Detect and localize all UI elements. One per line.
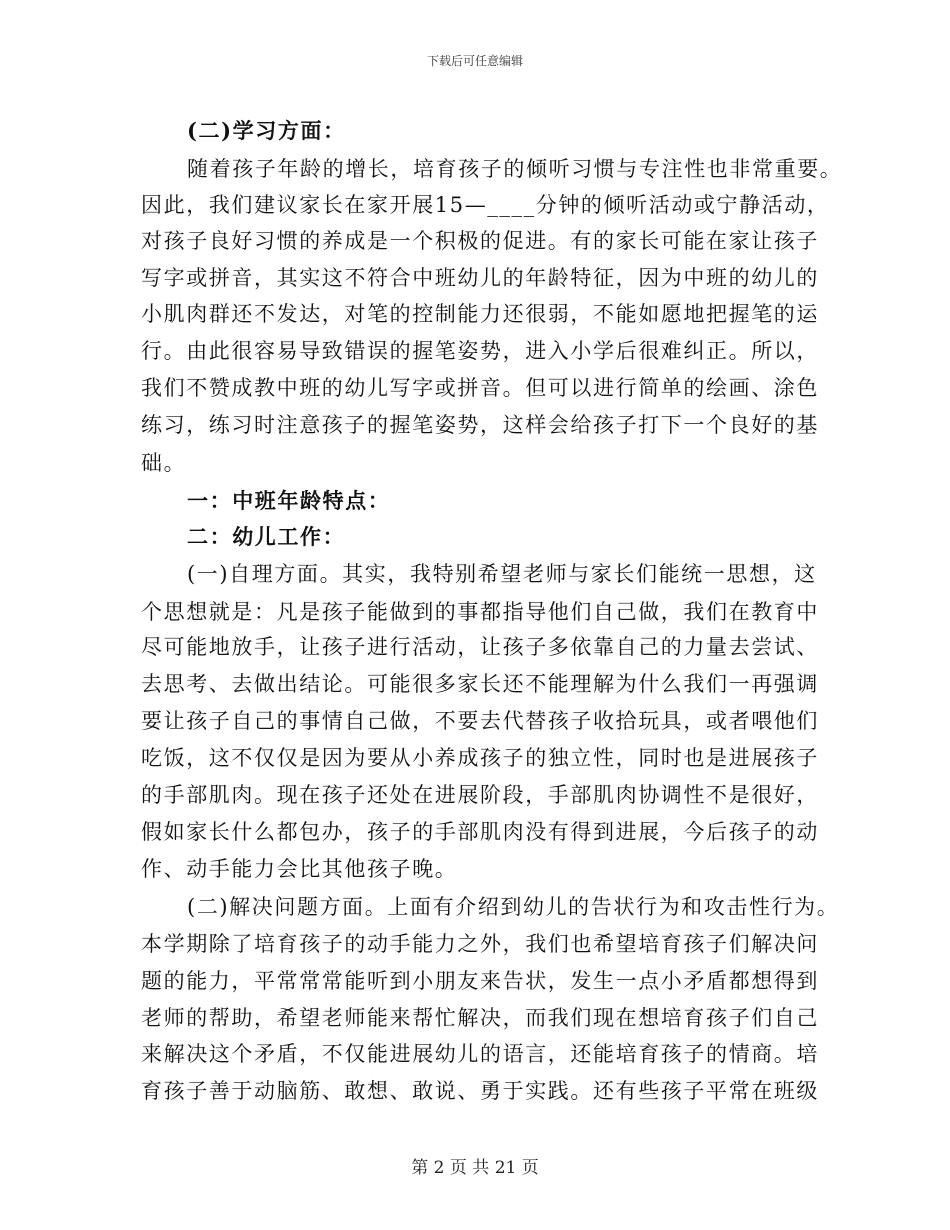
paragraph-line: 作、动手能力会比其他孩子晚。 — [141, 857, 458, 881]
paragraph-line: 老师的帮助，希望老师能来帮忙解决，而我们现在想培育孩子们自己 — [141, 1006, 819, 1030]
section-heading-child-work: 二：幼儿工作： — [187, 524, 346, 549]
paragraph-line: 题的能力，平常常常能听到小朋友来告状，发生一点小矛盾都想得到 — [141, 969, 819, 993]
paragraph-line: 练习，练习时注意孩子的握笔姿势，这样会给孩子打下一个良好的基 — [141, 413, 819, 437]
paragraph-line: 本学期除了培育孩子的动手能力之外，我们也希望培育孩子们解决问 — [141, 932, 819, 956]
paragraph-line: 个思想就是：凡是孩子能做到的事都指导他们自己做，我们在教育中 — [141, 600, 819, 624]
paragraph-line: 吃饭，这不仅仅是因为要从小养成孩子的独立性，同时也是进展孩子 — [141, 746, 819, 770]
paragraph-line: 小肌肉群还不发达，对笔的控制能力还很弱，不能如愿地把握笔的运 — [141, 302, 819, 326]
paragraph-line: 行。由此很容易导致错误的握笔姿势，进入小学后很难纠正。所以， — [141, 339, 819, 363]
paragraph-line: 础。 — [141, 451, 187, 475]
paragraph-line: 假如家长什么都包办，孩子的手部肌肉没有得到进展，今后孩子的动 — [141, 820, 819, 844]
paragraph-line: 的手部肌肉。现在孩子还处在进展阶段，手部肌肉协调性不是很好， — [141, 783, 819, 807]
paragraph-line: 对孩子良好习惯的养成是一个积极的促进。有的家长可能在家让孩子 — [141, 229, 819, 253]
paragraph-line: 要让孩子自己的事情自己做，不要去代替孩子收拾玩具，或者喂他们 — [141, 709, 819, 733]
paragraph-line: 来解决这个矛盾，不仅能进展幼儿的语言，还能培育孩子的情商。培 — [141, 1042, 819, 1066]
paragraph-line: (一)自理方面。其实，我特别希望老师与家长们能统一思想，这 — [187, 562, 817, 586]
paragraph-line: 写字或拼音，其实这不符合中班幼儿的年龄特征，因为中班的幼儿的 — [141, 266, 819, 290]
paragraph-line: 我们不赞成教中班的幼儿写字或拼音。但可以进行简单的绘画、涂色 — [141, 376, 819, 400]
paragraph-line: 去思考、去做出结论。可能很多家长还不能理解为什么我们一再强调 — [141, 672, 819, 696]
paragraph-line: 尽可能地放手，让孩子进行活动，让孩子多依靠自己的力量去尝试、 — [141, 635, 819, 659]
section-heading-learning: (二)学习方面： — [187, 118, 346, 143]
paragraph-line: 因此，我们建议家长在家开展15—____分钟的倾听活动或宁静活动， — [141, 193, 830, 217]
paragraph-line: 育孩子善于动脑筋、敢想、敢说、勇于实践。还有些孩子平常在班级 — [141, 1079, 819, 1103]
page-footer: 第 2 页 共 21 页 — [411, 1158, 539, 1178]
section-heading-age-traits: 一：中班年龄特点： — [187, 488, 391, 513]
page-header: 下载后可任意编辑 — [426, 54, 523, 68]
paragraph-line: 随着孩子年龄的增长，培育孩子的倾听习惯与专注性也非常重要。 — [187, 157, 843, 181]
paragraph-line: (二)解决问题方面。上面有介绍到幼儿的告状行为和攻击性行为。 — [187, 895, 840, 919]
